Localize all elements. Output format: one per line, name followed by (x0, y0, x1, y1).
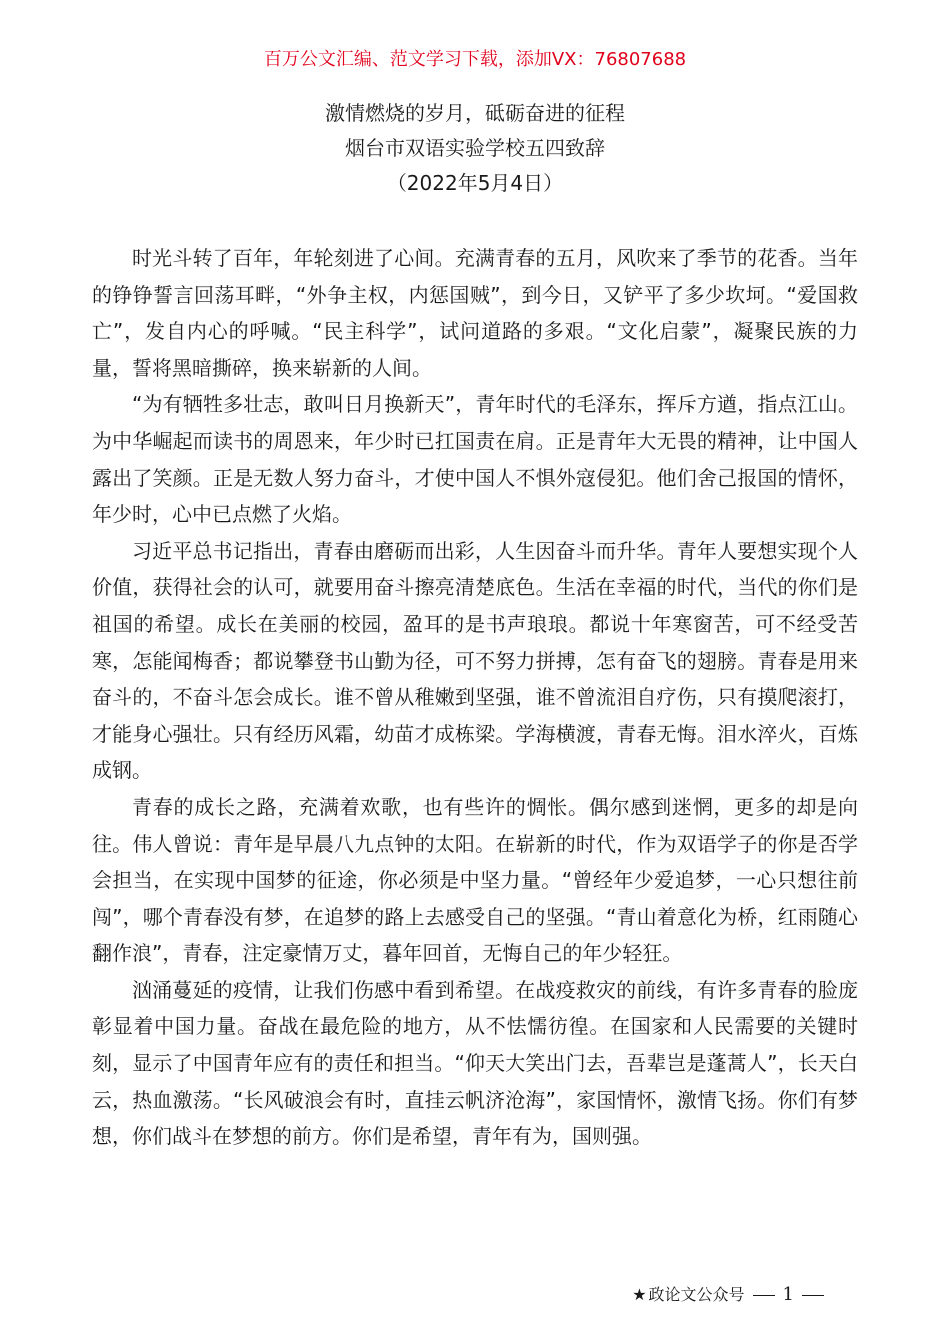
page-footer (632, 1283, 832, 1307)
document-body (92, 240, 858, 1155)
footer-dash-right (802, 1295, 824, 1296)
footer-label: 政论文公众号 (648, 1285, 745, 1304)
star-icon: ★ (632, 1285, 647, 1304)
document-title-block (0, 96, 950, 201)
footer-dash-left (753, 1295, 775, 1296)
document-date: （2022年5月4日） (386, 171, 564, 195)
paragraph: 时光斗转了百年，年轮刻进了心间。充满青春的五月，风吹来了季节的花香。当年的铮铮誓言回荡耳畔，“外争主权，内惩国贼”，到今日，又铲平了多少坎坷。“爱国救亡”，发自内心的呼喊。“民主科学”，试问道路的多艰。“文化启蒙”，凝聚民族的力量，誓将黑暗撕碎，换来崭新的人间。 (92, 246, 858, 380)
paragraph: 汹涌蔓延的疫情，让我们伤感中看到希望。在战疫救灾的前线，有许多青春的脸庞彰显着中国力量。奋战在最危险的地方，从不怯懦彷徨。在国家和人民需要的关键时刻，显示了中国青年应有的责任和担当。“仰天大笑出门去，吾辈岂是蓬蒿人”，长天白云，热血激荡。“长风破浪会有时，直挂云帆济沧海”，家国情怀，激情飞扬。你们有梦想，你们战斗在梦想的前方。你们是希望，青年有为，国则强。 (92, 977, 858, 1149)
paragraph: 习近平总书记指出，青春由磨砺而出彩，人生因奋斗而升华。青年人要想实现个人价值，获得社会的认可，就要用奋斗擦亮清楚底色。生活在幸福的时代，当代的你们是祖国的希望。成长在美丽的校园，盈耳的是书声琅琅。都说十年寒窗苦，可不经受苦寒，怎能闻梅香；都说攀登书山勤为径，可不努力拼搏，怎有奋飞的翅膀。青春是用来奋斗的，不奋斗怎会成长。谁不曾从稚嫩到坚强，谁不曾流泪自疗伤，只有摸爬滚打，才能身心强壮。只有经历风霜，幼苗才成栋梁。学海横渡，青春无悔。泪水淬火，百炼成钢。 (92, 538, 858, 783)
paragraph: 青春的成长之路，充满着欢歌，也有些许的惆怅。偶尔感到迷惘，更多的却是向往。伟人曾说：青年是早晨八九点钟的太阳。在崭新的时代，作为双语学子的你是否学会担当，在实现中国梦的征途，你必须是中坚力量。“曾经年少爱追梦，一心只想往前闯”，哪个青春没有梦，在追梦的路上去感受自己的坚强。“青山着意化为桥，红雨随心翻作浪”，青春，注定豪情万丈，暮年回首，无悔自己的年少轻狂。 (92, 794, 858, 966)
document-subtitle: 烟台市双语实验学校五四致辞 (345, 136, 605, 160)
page-number: 1 (782, 1284, 794, 1305)
document-title: 激情燃烧的岁月，砥砺奋进的征程 (325, 101, 625, 125)
paragraph: “为有牺牲多壮志，敢叫日月换新天”，青年时代的毛泽东，挥斥方遒，指点江山。为中华崛起而读书的周恩来，年少时已扛国责在肩。正是青年大无畏的精神，让中国人露出了笑颜。正是无数人努力奋斗，才使中国人不惧外寇侵犯。他们舍己报国的情怀，年少时，心中已点燃了火焰。 (92, 392, 858, 527)
watermark-banner: 百万公文汇编、范文学习下载，添加VX：76807688 (263, 49, 687, 70)
